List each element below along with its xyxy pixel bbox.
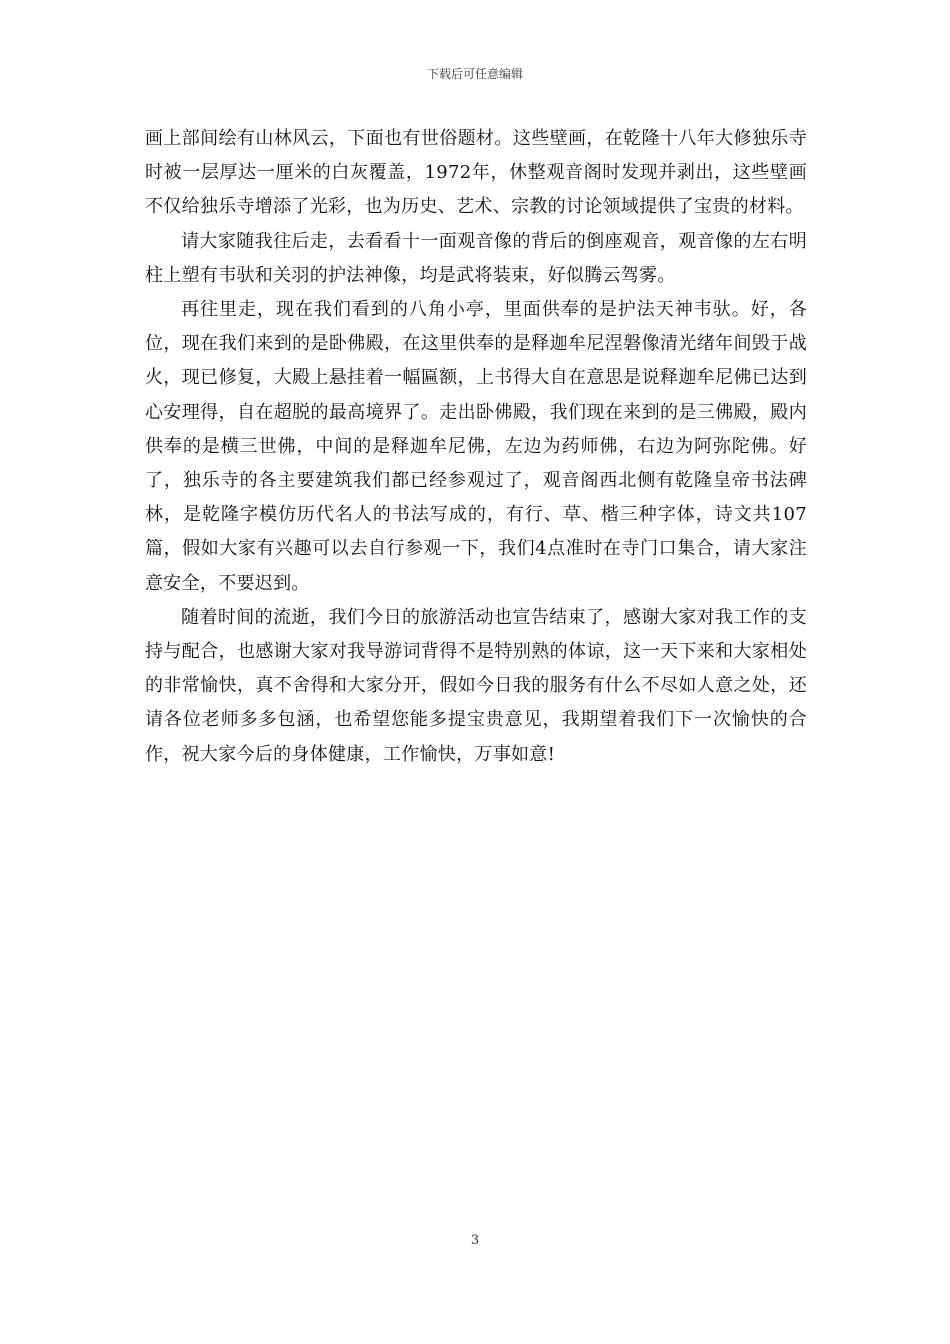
page-number: 3	[470, 1233, 480, 1248]
paragraph: 再往里走，现在我们看到的八角小亭，里面供奉的是护法天神韦驮。好，各位，现在我们来到的是卧佛殿，在这里供奉的是释迦牟尼涅磐像清光绪年间毁于战火，现已修复，大殿上悬挂着一幅匾额，上书得大自在意思是说释迦牟尼佛已达到心安理得，自在超脱的最高境界了。走出卧佛殿，我们现在来到的是三佛殿，殿内供奉的是横三世佛，中间的是释迦牟尼佛，左边为药师佛，右边为阿弥陀佛。好了，独乐寺的各主要建筑我们都已经参观过了，观音阁西北侧有乾隆皇帝书法碑林，是乾隆字模仿历代名人的书法写成的，有行、草、楷三种字体，诗文共107篇，假如大家有兴趣可以去自行参观一下，我们4点准时在寺门口集合，请大家注意安全，不要迟到。	[145, 299, 807, 594]
paragraph-continued: 画上部间绘有山林风云，下面也有世俗题材。这些壁画，在乾隆十八年大修独乐寺时被一层厚达一厘米的白灰覆盖，1972年，休整观音阁时发现并剥出，这些壁画不仅给独乐寺增添了光彩，也为历史、艺术、宗教的讨论领域提供了宝贵的材料。	[145, 128, 807, 218]
document-body	[145, 122, 807, 772]
paragraph: 随着时间的流逝，我们今日的旅游活动也宣告结束了，感谢大家对我工作的支持与配合，也感谢大家对我导游词背得不是特别熟的体谅，这一天下来和大家相处的非常愉快，真不舍得和大家分开，假如今日我的服务有什么不尽如人意之处，还请各位老师多多包涵，也希望您能多提宝贵意见，我期望着我们下一次愉快的合作，祝大家今后的身体健康，工作愉快，万事如意!	[145, 606, 807, 765]
page-header: 下载后可任意编辑	[426, 67, 523, 81]
paragraph: 请大家随我往后走，去看看十一面观音像的背后的倒座观音，观音像的左右明柱上塑有韦驮和关羽的护法神像，均是武将装束，好似腾云驾雾。	[145, 230, 807, 286]
